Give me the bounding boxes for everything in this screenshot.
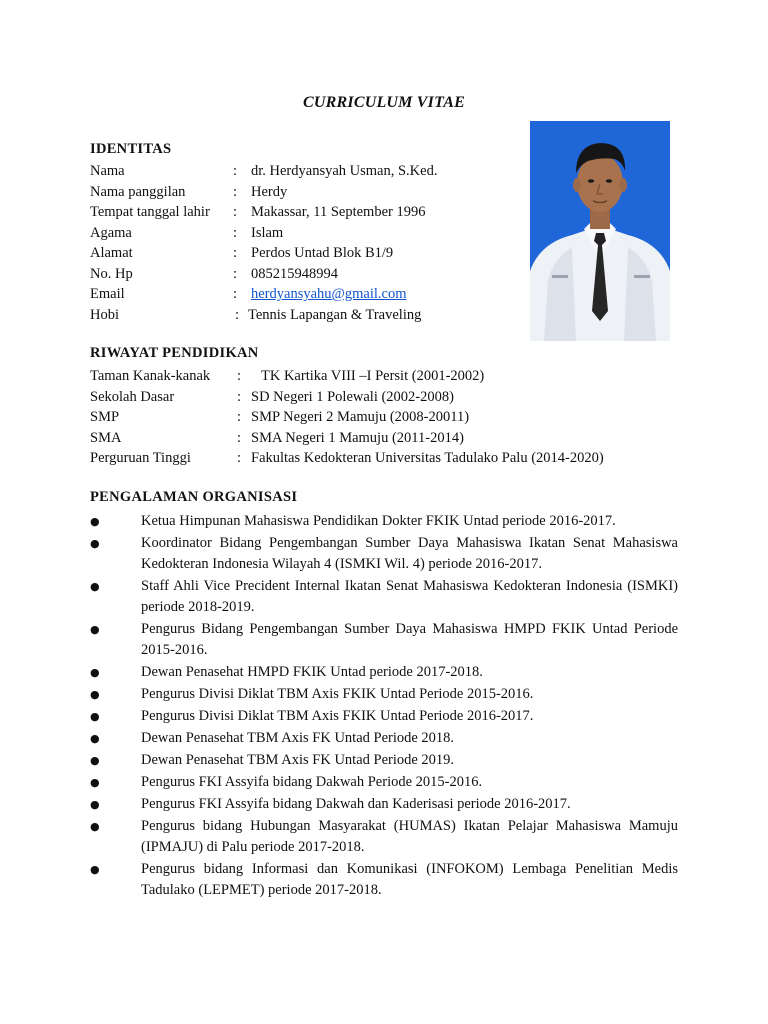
pendidikan-label: Taman Kanak-kanak	[90, 368, 211, 384]
pendidikan-value: SMA Negeri 1 Mamuju (2011-2014)	[251, 429, 464, 446]
identitas-label: Hobi	[90, 306, 119, 323]
bullet-icon: ●	[90, 710, 100, 723]
pendidikan-label: SMP	[90, 409, 120, 425]
pendidikan-value: Fakultas Kedokteran Universitas Tadulako Palu (2014-2020)	[251, 450, 604, 466]
list-item-text: Staff Ahli Vice Precident Internal Ikatan Senat Mahasiswa Kedokteran Indonesia (ISMKI) periode 2018-2019.	[141, 578, 678, 615]
list-item	[90, 533, 678, 575]
list-item-text: Dewan Penasehat HMPD FKIK Untad periode 2017-2018.	[141, 664, 483, 680]
bullet-icon: ●	[90, 863, 100, 876]
bullet-icon: ●	[90, 580, 100, 593]
identitas-value: 085215948994	[251, 265, 338, 282]
separator: :	[233, 245, 238, 261]
bullet-icon: ●	[90, 688, 100, 701]
pendidikan-value: SMP Negeri 2 Mamuju (2008-20011)	[251, 409, 470, 425]
list-item-text: Pengurus bidang Informasi dan Komunikasi (INFOKOM) Lembaga Penelitian Medis Tadulako (LEPMET) periode 2017-2018.	[141, 861, 678, 898]
organisasi-list	[90, 511, 678, 902]
bullet-icon: ●	[90, 776, 100, 789]
pendidikan-label: Sekolah Dasar	[90, 388, 175, 405]
separator: :	[237, 429, 242, 446]
identitas-label: Nama panggilan	[90, 183, 186, 200]
list-item	[90, 511, 678, 532]
pendidikan-value: TK Kartika VIII –I Persit (2001-2002)	[261, 368, 485, 384]
separator: :	[237, 368, 242, 384]
email-value	[251, 284, 407, 304]
identitas-value: Tennis Lapangan & Traveling	[248, 306, 422, 323]
identitas-label: Email	[90, 286, 125, 302]
bullet-icon: ●	[90, 798, 100, 811]
list-item-text: Pengurus bidang Hubungan Masyarakat (HUMAS) Ikatan Pelajar Mahasiswa Mamuju (IPMAJU) di Palu periode 2017-2018.	[141, 818, 678, 855]
list-item	[90, 684, 678, 705]
identitas-label: Agama	[90, 224, 132, 241]
list-item	[90, 750, 678, 771]
list-item	[90, 706, 678, 727]
separator: :	[233, 204, 238, 220]
separator: :	[237, 409, 242, 425]
bullet-icon: ●	[90, 515, 100, 528]
separator: :	[237, 388, 242, 405]
identitas-heading: IDENTITAS	[90, 141, 172, 157]
list-item-text: Pengurus FKI Assyifa bidang Dakwah Periode 2015-2016.	[141, 774, 483, 790]
list-item	[90, 728, 678, 749]
identitas-label: No. Hp	[90, 265, 133, 282]
email-link[interactable]: herdyansyahu@gmail.com	[251, 286, 407, 302]
identitas-label: Alamat	[90, 245, 133, 261]
separator: :	[233, 163, 238, 179]
profile-photo	[530, 121, 670, 341]
separator: :	[233, 265, 238, 282]
separator: :	[233, 183, 238, 200]
list-item-text: Pengurus Divisi Diklat TBM Axis FKIK Untad Periode 2016-2017.	[141, 708, 534, 724]
list-item-text: Dewan Penasehat TBM Axis FK Untad Periode 2019.	[141, 752, 455, 768]
page-title: CURRICULUM VITAE	[303, 94, 465, 111]
identitas-value: Makassar, 11 September 1996	[251, 204, 426, 220]
pendidikan-value: SD Negeri 1 Polewali (2002-2008)	[251, 388, 454, 405]
list-item	[90, 576, 678, 618]
list-item-text: Pengurus Bidang Pengembangan Sumber Daya Mahasiswa HMPD FKIK Untad Periode 2015-2016.	[141, 621, 678, 658]
list-item	[90, 859, 678, 901]
list-item	[90, 772, 678, 793]
organisasi-heading: PENGALAMAN ORGANISASI	[90, 489, 298, 505]
identitas-value: Herdy	[251, 183, 288, 200]
bullet-icon: ●	[90, 732, 100, 745]
list-item	[90, 662, 678, 683]
list-item	[90, 794, 678, 815]
identitas-label: Nama	[90, 163, 125, 179]
identitas-value: Perdos Untad Blok B1/9	[251, 245, 394, 261]
separator: :	[237, 450, 242, 466]
bullet-icon: ●	[90, 820, 100, 833]
list-item-text: Dewan Penasehat TBM Axis FK Untad Periode 2018.	[141, 730, 455, 746]
list-item	[90, 619, 678, 661]
list-item-text: Koordinator Bidang Pengembangan Sumber Daya Mahasiswa Ikatan Senat Mahasiswa Kedokteran Indonesia Wilayah 4 (ISMKI Wil. 4) periode 2016-2017.	[141, 535, 678, 572]
pendidikan-label: Perguruan Tinggi	[90, 450, 191, 466]
separator: :	[233, 224, 238, 241]
list-item-text: Ketua Himpunan Mahasiswa Pendidikan Dokter FKIK Untad periode 2016-2017.	[141, 513, 616, 529]
list-item	[90, 816, 678, 858]
identitas-value: dr. Herdyansyah Usman, S.Ked.	[251, 163, 438, 179]
identitas-label: Tempat tanggal lahir	[90, 204, 210, 220]
separator: :	[233, 286, 238, 302]
separator: :	[235, 306, 240, 323]
pendidikan-heading: RIWAYAT PENDIDIKAN	[90, 345, 259, 361]
list-item-text: Pengurus Divisi Diklat TBM Axis FKIK Untad Periode 2015-2016.	[141, 686, 534, 702]
bullet-icon: ●	[90, 754, 100, 767]
identitas-value: Islam	[251, 224, 284, 241]
bullet-icon: ●	[90, 537, 100, 550]
bullet-icon: ●	[90, 666, 100, 679]
pendidikan-label: SMA	[90, 429, 122, 446]
bullet-icon: ●	[90, 623, 100, 636]
list-item-text: Pengurus FKI Assyifa bidang Dakwah dan Kaderisasi periode 2016-2017.	[141, 796, 571, 812]
